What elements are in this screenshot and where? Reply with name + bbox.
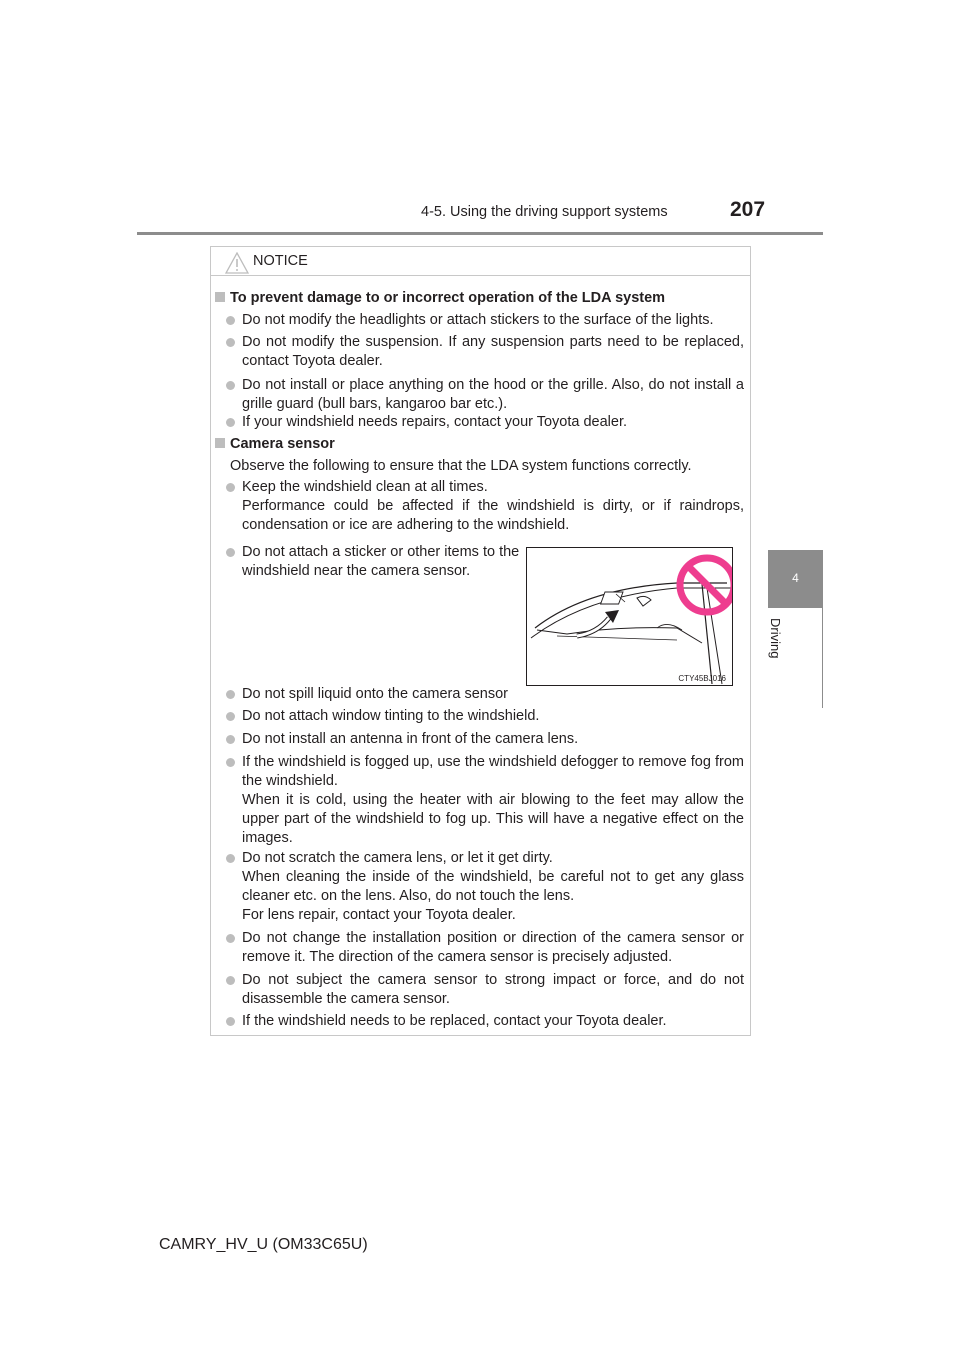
notice-header (211, 247, 750, 276)
bullet-dot-icon (226, 934, 235, 943)
list-item: Do not install or place anything on the hood or the grille. Also, do not install a grille guard (bull bars, kangaroo bar etc.). (226, 376, 744, 414)
bullet-dot-icon (226, 548, 235, 557)
footer-model-code: CAMRY_HV_U (OM33C65U) (159, 1236, 368, 1253)
bullet-dot-icon (226, 381, 235, 390)
bullet-dot-icon (226, 854, 235, 863)
header-divider (137, 232, 823, 235)
section-title: 4-5. Using the driving support systems (421, 204, 668, 220)
page-number: 207 (730, 198, 766, 221)
bullet-dot-icon (226, 1017, 235, 1026)
list-item: If the windshield needs to be replaced, contact your Toyota dealer. (226, 1012, 744, 1031)
figure-code: CTY45BJ016 (678, 674, 726, 683)
heading-lda-text: To prevent damage to or incorrect operation of the LDA system (230, 290, 666, 306)
notice-box (210, 246, 751, 1036)
bullet-dot-icon (226, 690, 235, 699)
list-item: Keep the windshield clean at all times. Performance could be affected if the windshield is dirty, or if raindrops, condensation or ice are adhering to the windshield. (226, 478, 744, 535)
bullet-dot-icon (226, 735, 235, 744)
list-item: Do not attach window tinting to the windshield. (226, 707, 744, 726)
heading-lda (215, 290, 665, 306)
list-item: Do not change the installation position or direction of the camera sensor or remove it. The direction of the camera sensor is precisely adjusted. (226, 929, 744, 967)
chapter-number: 4 (792, 571, 799, 585)
list-item: If the windshield is fogged up, use the windshield defogger to remove fog from the windshield. When it is cold, using the heater with air blowing to the feet may allow the upper part of the windshield to fog up. This will have a negative effect on the images. (226, 753, 744, 848)
chapter-label: Driving (768, 618, 783, 659)
heading-camera (215, 436, 335, 452)
bullet-dot-icon (226, 758, 235, 767)
square-bullet-icon (215, 438, 225, 448)
notice-title: NOTICE (253, 253, 308, 269)
list-item: Do not attach a sticker or other items to the windshield near the camera sensor. (226, 543, 526, 581)
camera-intro: Observe the following to ensure that the LDA system functions correctly. (230, 458, 692, 474)
heading-camera-text: Camera sensor (230, 436, 335, 452)
list-item: Do not modify the headlights or attach stickers to the surface of the lights. (226, 311, 744, 330)
bullet-dot-icon (226, 338, 235, 347)
list-item: Do not spill liquid onto the camera sensor (226, 685, 744, 704)
list-item: If your windshield needs repairs, contact your Toyota dealer. (226, 413, 744, 432)
windshield-camera-figure (526, 547, 733, 686)
bullet-dot-icon (226, 976, 235, 985)
bullet-dot-icon (226, 712, 235, 721)
list-item: Do not subject the camera sensor to strong impact or force, and do not disassemble the camera sensor. (226, 971, 744, 1009)
square-bullet-icon (215, 292, 225, 302)
list-item: Do not modify the suspension. If any suspension parts need to be replaced, contact Toyota dealer. (226, 333, 744, 371)
list-item: Do not install an antenna in front of the camera lens. (226, 730, 744, 749)
list-item: Do not scratch the camera lens, or let it get dirty. When cleaning the inside of the windshield, be careful not to get any glass cleaner etc. on the lens. Also, do not touch the lens. For lens repair, contact your Toyota dealer. (226, 849, 744, 925)
bullet-dot-icon (226, 418, 235, 427)
warning-triangle-icon (225, 252, 249, 274)
bullet-dot-icon (226, 483, 235, 492)
windshield-illustration (527, 548, 732, 685)
bullet-dot-icon (226, 316, 235, 325)
chapter-tab-line (822, 608, 823, 708)
